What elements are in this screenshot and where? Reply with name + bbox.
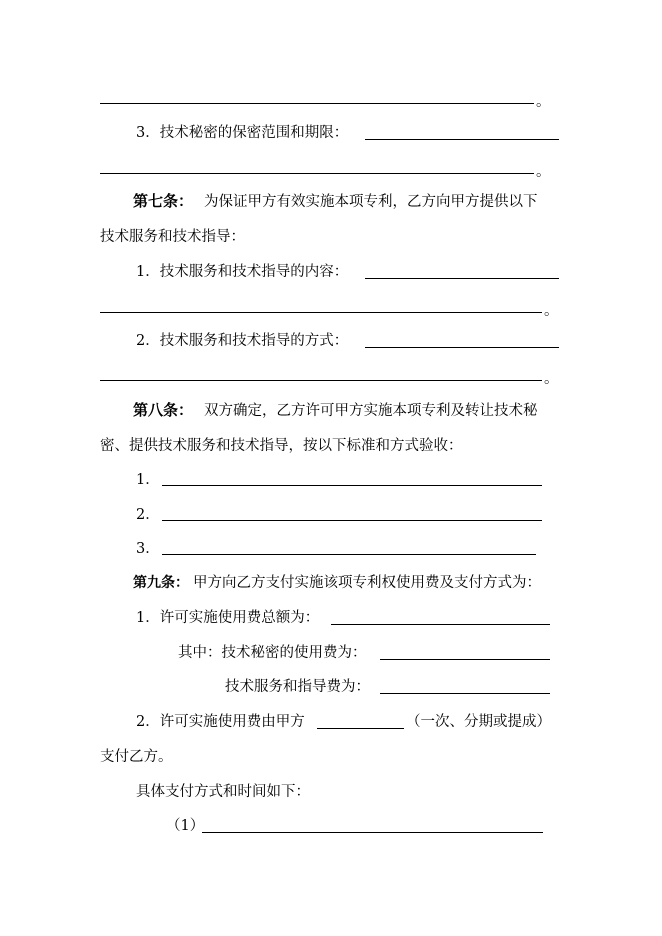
- blank-line[interactable]: [100, 312, 542, 313]
- blank-line[interactable]: [331, 624, 550, 625]
- article-8-title: 第八条：: [133, 401, 194, 419]
- sub-label: 技术服务和指导费为：: [225, 679, 370, 695]
- blank-line[interactable]: [365, 347, 559, 348]
- blank-line[interactable]: [317, 728, 404, 729]
- period: 。: [536, 164, 551, 180]
- article-7-text-cont: 技术服务和技术指导：: [100, 229, 245, 245]
- payment-intro: 具体支付方式和时间如下：: [136, 784, 310, 800]
- item-label: 2．技术服务和技术指导的方式：: [136, 333, 349, 349]
- item-label-cont: 支付乙方。: [100, 749, 173, 765]
- period: 。: [536, 94, 551, 110]
- item-label: 3．技术秘密的保密范围和期限：: [136, 125, 349, 141]
- sub-label: 其中：技术秘密的使用费为：: [178, 645, 367, 661]
- item-number: 3．: [136, 541, 160, 557]
- payment-options: （一次、分期或提成）: [406, 714, 551, 730]
- item-number: 1．: [136, 472, 160, 488]
- article-9-text: 甲方向乙方支付实施该项专利权使用费及支付方式为：: [193, 575, 541, 591]
- period: 。: [544, 303, 559, 319]
- period: 。: [544, 371, 559, 387]
- blank-line[interactable]: [365, 139, 559, 140]
- blank-line[interactable]: [380, 659, 550, 660]
- article-7-title: 第七条：: [133, 192, 194, 210]
- blank-line[interactable]: [202, 832, 543, 833]
- blank-line[interactable]: [365, 278, 559, 279]
- blank-line[interactable]: [162, 485, 542, 486]
- blank-line[interactable]: [100, 173, 534, 174]
- blank-line[interactable]: [162, 520, 542, 521]
- blank-line[interactable]: [100, 380, 542, 381]
- item-number: 2．: [136, 507, 160, 523]
- article-8-text: 双方确定，乙方许可甲方实施本项专利及转让技术秘: [204, 403, 538, 419]
- item-number: （1）: [166, 818, 205, 834]
- item-label: 1．技术服务和技术指导的内容：: [136, 264, 349, 280]
- article-8-text-cont: 密、提供技术服务和技术指导，按以下标准和方式验收：: [100, 438, 463, 454]
- item-label: 2．许可实施使用费由甲方: [136, 714, 305, 730]
- blank-line[interactable]: [162, 554, 536, 555]
- article-9-title: 第九条：: [133, 575, 189, 591]
- item-label: 1．许可实施使用费总额为：: [136, 610, 320, 626]
- blank-line[interactable]: [100, 103, 534, 104]
- blank-line[interactable]: [380, 693, 550, 694]
- article-7-text: 为保证甲方有效实施本项专利，乙方向甲方提供以下: [204, 194, 538, 210]
